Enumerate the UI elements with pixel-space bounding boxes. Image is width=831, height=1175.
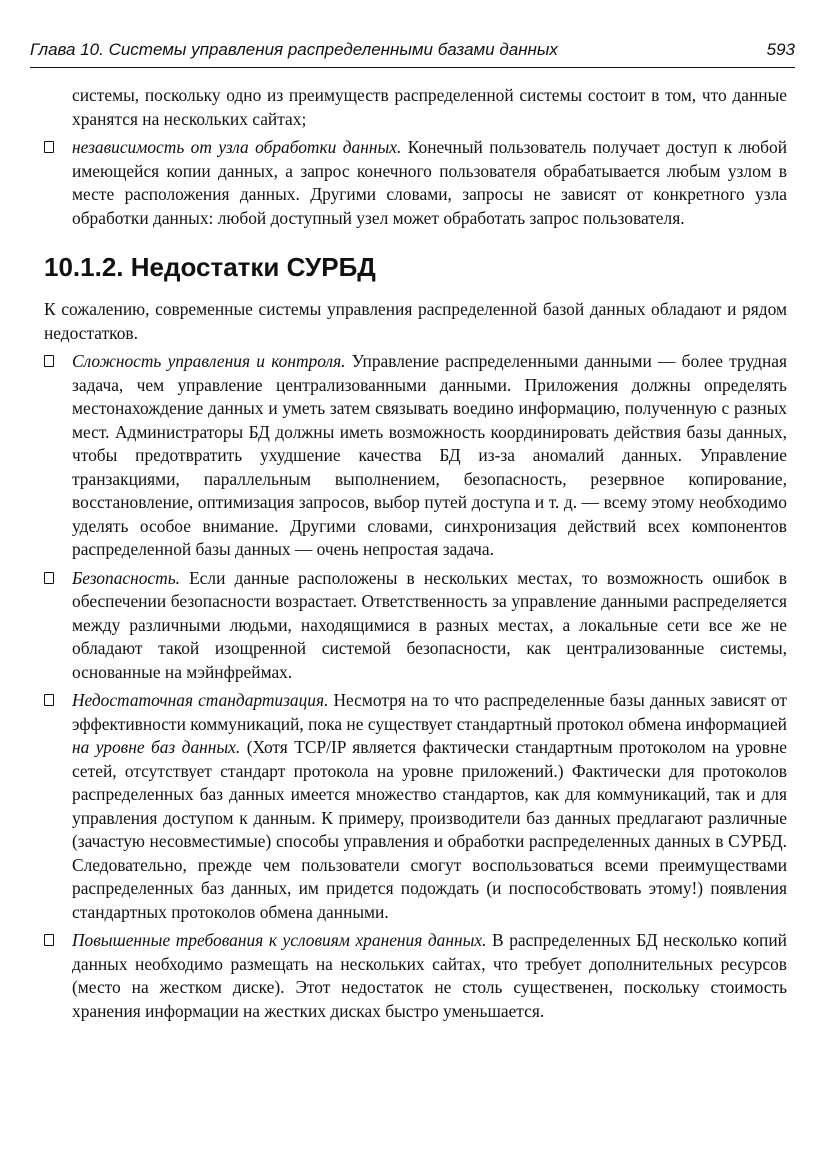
body-text xyxy=(44,84,787,1023)
inline-term: на уровне баз данных. xyxy=(72,737,241,757)
checkbox-bullet-icon xyxy=(44,572,54,584)
list-item-text: Управление распределенными данными — более трудная задача, чем управление централизованными данными. Приложения должны определять местонахождение данных и уметь затем связывать воедино информацию, полученную с разных мест. Администраторы БД должны иметь возможность координировать действия базы данных, чтобы предотвратить ухудшение качества БД из-за аномалий данных. Управление транзакциями, параллельным выполнением, безопасность, резервное копирование, восстановление, оптимизация запросов, выбор путей доступа и т. д. — всему этому необходимо уделять особое внимание. Другими словами, синхронизация действий всех компонентов распределенной базы данных — очень непростая задача. xyxy=(72,351,787,559)
list-item-text: Конечный пользователь получает доступ к любой имеющейся копии данных, а запрос конечного пользователя обрабатывается любым узлом в месте расположения данных. Другими словами, запросы не зависят от конкретного узла обработки данных: любой доступный узел может обработать запрос пользователя. xyxy=(72,137,787,228)
list-item-text: В распределенных БД несколько копий данных необходимо размещать на нескольких сайтах, что требует дополнительных ресурсов (место на жестком диске). Этот недостаток не столь существенен, поскольку стоимость хранения информации на жестких дисках быстро уменьшается. xyxy=(72,930,787,1021)
checkbox-bullet-icon xyxy=(44,355,54,367)
page-number: 593 xyxy=(766,40,795,59)
list-item-standardization xyxy=(44,689,787,924)
list-item-term: Безопасность. xyxy=(72,567,180,588)
checkbox-bullet-icon xyxy=(44,694,54,706)
list-item-independence xyxy=(44,136,787,230)
list-item-security xyxy=(44,567,787,685)
section-heading: 10.1.2. Недостатки СУРБД xyxy=(44,252,376,282)
list-item-term: независимость от узла обработки данных. xyxy=(72,137,402,157)
list-item-text: (Хотя TCP/IP является фактически стандартным протоколом на уровне сетей, отсутствует стандарт протокола на уровне приложений.) Фактически для протоколов распределенных баз данных имеется множество стандартов, как для коммуникаций, так и для управления доступом к данным. К примеру, производители баз данных предлагают различные (зачастую несовместимые) способы управления и обработки распределенных данных в СУРБД. Следовательно, прежде чем пользователи смогут воспользоваться всеми преимуществами распределенных баз данных, им придется подождать (и поспособствовать этому!) появления стандартных протоколов обмена данными. xyxy=(72,737,787,922)
running-header xyxy=(30,33,795,68)
list-item-term: Сложность управления и контроля. xyxy=(72,351,346,371)
list-item-text: Если данные расположены в нескольких местах, то возможность ошибок в обеспечении безопасности возрастает. Ответственность за управление данными распределяется между различными людьми, находящимися в разных местах, а локальные сети все же не обладают такой изощренной системой безопасности, как централизованные системы, основанные на мэйнфреймах. xyxy=(72,567,787,682)
checkbox-bullet-icon xyxy=(44,934,54,946)
list-item-text: Несмотря на то что распределенные базы данных зависят от эффективности коммуникаций, пока не существует стандартный протокол обмена информацией xyxy=(72,690,787,734)
list-item-storage xyxy=(44,929,787,1023)
continued-paragraph: системы, поскольку одно из преимуществ распределенной системы состоит в том, что данные хранятся на нескольких сайтах; xyxy=(72,85,787,129)
list-item-term: Повышенные требования к условиям хранения данных. xyxy=(72,930,487,950)
list-item-term: Недостаточная стандартизация. xyxy=(72,690,329,710)
checkbox-bullet-icon xyxy=(44,141,54,153)
list-item-complexity xyxy=(44,350,787,562)
chapter-title: Глава 10. Системы управления распределенными базами данных xyxy=(30,40,558,59)
section-intro: К сожалению, современные системы управления распределенной базой данных обладают и рядом недостатков. xyxy=(44,299,787,343)
